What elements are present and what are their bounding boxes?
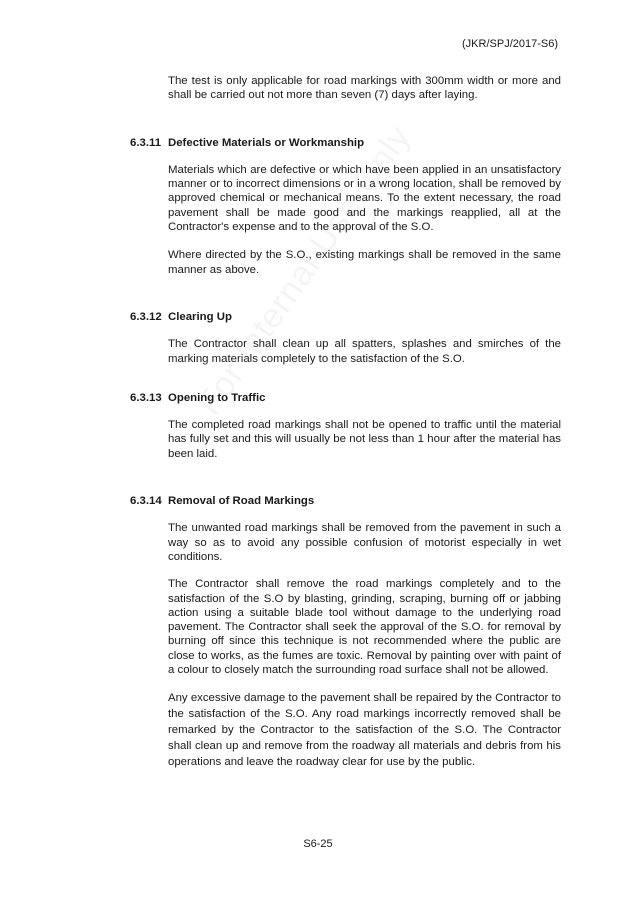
section-heading-6-3-14	[130, 494, 561, 508]
section-paragraph: The unwanted road markings shall be removed from the pavement in such a way so as to avoid any possible confusion of motorist especially in wet conditions.	[168, 522, 561, 563]
section-title: Opening to Traffic	[168, 391, 266, 404]
section-number: 6.3.14	[130, 495, 162, 508]
intro-paragraph: The test is only applicable for road markings with 300mm width or more and shall be carried out not more than seven (7) days after laying.	[168, 75, 561, 102]
section-title: Clearing Up	[168, 310, 232, 323]
section-heading-6-3-12	[130, 310, 561, 324]
section-title: Removal of Road Markings	[168, 495, 315, 508]
section-paragraph: The Contractor shall clean up all spatters, splashes and smirches of the marking materials completely to the satisfaction of the S.O.	[168, 338, 561, 365]
section-number: 6.3.13	[130, 391, 162, 404]
section-paragraph: Where directed by the S.O., existing markings shall be removed in the same manner as above.	[168, 249, 561, 276]
document-reference: (JKR/SPJ/2017-S6)	[462, 38, 558, 50]
section-paragraph: The completed road markings shall not be opened to traffic until the material has fully set and this will usually be not less than 1 hour after the material has been laid.	[168, 419, 561, 460]
section-heading-6-3-11	[130, 136, 561, 150]
section-paragraph: The Contractor shall remove the road markings completely and to the satisfaction of the S.O by blasting, grinding, scraping, burning off or jabbing action using a suitable blade tool without damage to the underlying road pavement. The Contractor shall seek the approval of the S.O. for removal by burning off since this technique is not recommended where the public are close to works, as the fumes are toxic. Removal by painting over with paint of a colour to closely match the surrounding road surface shall not be allowed.	[168, 578, 561, 677]
section-number: 6.3.12	[130, 310, 162, 323]
document-body	[130, 74, 561, 770]
section-heading-6-3-13	[130, 391, 561, 405]
section-title: Defective Materials or Workmanship	[168, 136, 365, 149]
section-paragraph: Materials which are defective or which have been applied in an unsatisfactory manner or to incorrect dimensions or in a wrong location, shall be removed by approved chemical or mechanical means. To the extent necessary, the road pavement shall be made good and the markings reapplied, all at the Contractor's expense and to the approval of the S.O.	[168, 163, 561, 234]
section-number: 6.3.11	[130, 136, 162, 149]
section-paragraph: Any excessive damage to the pavement shall be repaired by the Contractor to the satisfaction of the S.O. Any road markings incorrectly removed shall be remarked by the Contractor to the satisfaction of the S.O. The Contractor shall clean up and remove from the roadway all materials and debris from his operations and leave the roadway clear for use by the public.	[168, 692, 561, 769]
page-number: S6-25	[303, 838, 333, 850]
